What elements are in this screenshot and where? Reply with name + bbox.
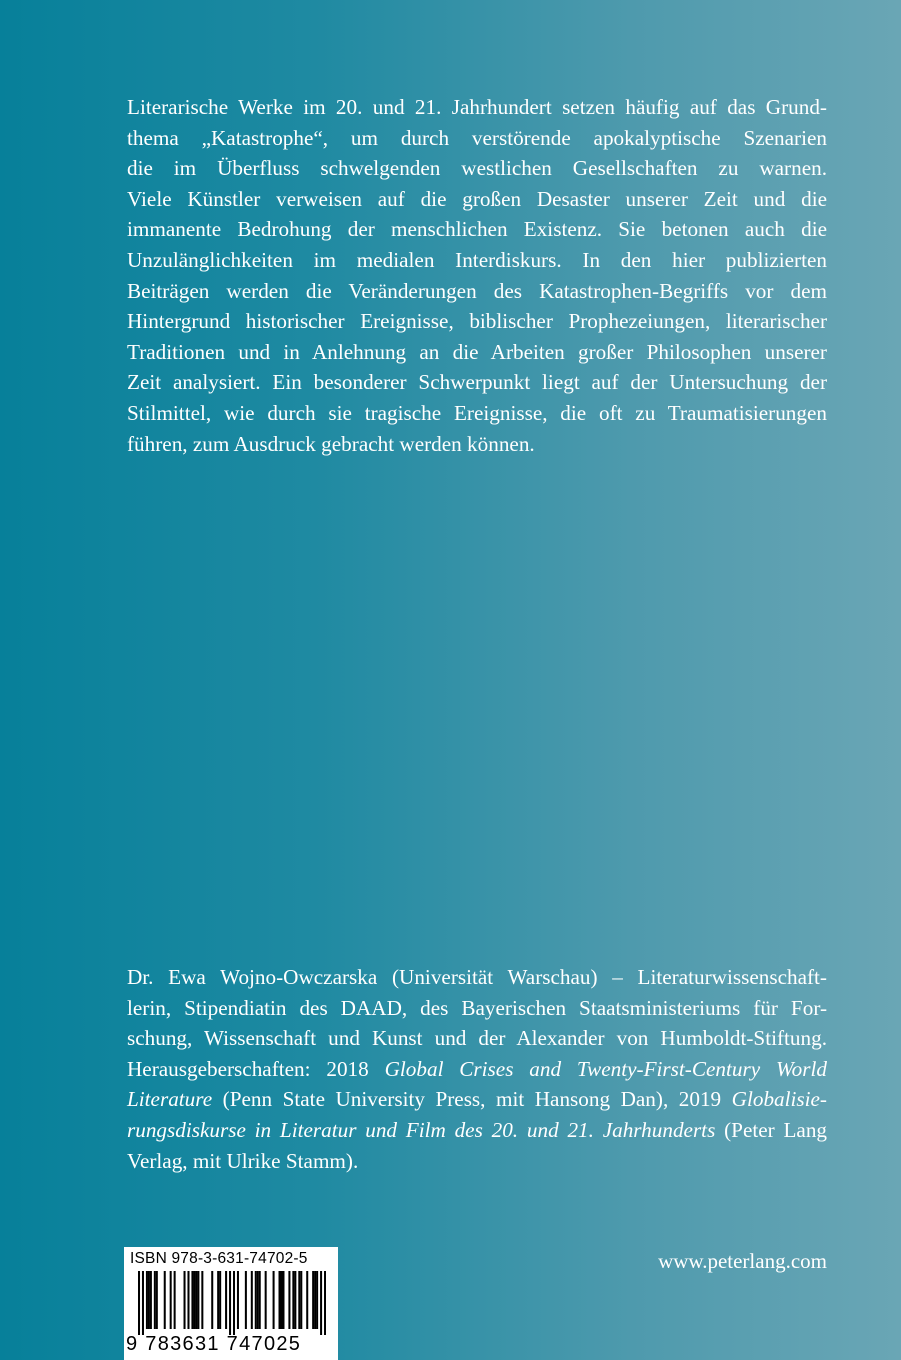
barcode-bar xyxy=(251,1271,253,1329)
barcode-bar xyxy=(280,1271,282,1329)
barcode-bar xyxy=(279,1271,281,1329)
barcode-bar xyxy=(184,1271,186,1329)
barcode-bar xyxy=(201,1271,203,1329)
barcode-bar xyxy=(282,1271,284,1329)
barcode-bar xyxy=(187,1271,189,1329)
barcode-bar xyxy=(146,1271,148,1329)
barcode-bar xyxy=(195,1271,197,1329)
blurb-line: führen, zum Ausdruck gebracht werden können. xyxy=(127,431,535,456)
bio-book-title: rungsdiskurse in Literatur und Film des 20. und 21. Jahrhunderts xyxy=(127,1117,716,1142)
blurb-line: thema „Katastrophe“, um durch verstörende apokalyptische Szenarien xyxy=(127,125,827,150)
blurb-text xyxy=(127,92,827,459)
barcode-bar xyxy=(193,1271,195,1329)
barcode-bar xyxy=(225,1271,227,1329)
barcode-bar xyxy=(255,1271,257,1329)
blurb-line: Traditionen und in Anlehnung an die Arbeiten großer Philosophen unserer xyxy=(127,339,827,364)
bio-line xyxy=(127,1115,827,1146)
barcode-bar xyxy=(229,1271,231,1335)
barcode-bar xyxy=(320,1271,322,1335)
barcode-bar xyxy=(294,1271,296,1329)
bio-book-title: Global Crises and Twenty-First-Century World xyxy=(384,1056,827,1081)
blurb-line: Hintergrund historischer Ereignisse, biblischer Prophezeiungen, literarischer xyxy=(127,309,827,334)
barcode-bars xyxy=(138,1271,326,1335)
barcode-bar xyxy=(314,1271,316,1329)
barcode-bar xyxy=(170,1271,172,1329)
blurb-line: Zeit analysiert. Ein besonderer Schwerpunkt liegt auf der Untersuchung der xyxy=(127,370,827,395)
bio-text: Herausgeberschaften: 2018 xyxy=(127,1056,385,1081)
barcode-bar xyxy=(273,1271,275,1329)
barcode-digits: 9 783631 747025 xyxy=(126,1333,302,1355)
barcode-bar xyxy=(316,1271,318,1329)
barcode-bar xyxy=(150,1271,152,1329)
blurb-line: Literarische Werke im 20. und 21. Jahrhundert setzen häufig auf das Grund- xyxy=(127,95,827,119)
barcode-bar xyxy=(237,1271,239,1329)
blurb-line: Unzulänglichkeiten im medialen Interdiskurs. In den hier publizierten xyxy=(127,247,827,272)
barcode-bar xyxy=(191,1271,193,1329)
barcode-bar xyxy=(324,1271,326,1335)
barcode-bar xyxy=(142,1271,144,1335)
bio-book-title: Literature xyxy=(127,1087,213,1112)
blurb-line: Viele Künstler verweisen auf die großen Desaster unserer Zeit und die xyxy=(127,186,827,211)
barcode-bar xyxy=(154,1271,156,1329)
blurb-line: Beiträgen werden die Veränderungen des Katastrophen-Begriffs vor dem xyxy=(127,278,827,303)
bio-line: Dr. Ewa Wojno-Owczarska (Universität Warschau) – Literaturwissenschaft- xyxy=(127,965,827,989)
barcode-bar xyxy=(211,1271,213,1329)
isbn-label: ISBN 978-3-631-74702-5 xyxy=(130,1250,308,1267)
barcode-bar xyxy=(292,1271,294,1329)
barcode-bar xyxy=(217,1271,219,1329)
barcode-bar xyxy=(197,1271,199,1329)
bio-text: (Peter Lang xyxy=(715,1117,828,1142)
barcode-bar xyxy=(257,1271,259,1329)
barcode-bar xyxy=(306,1271,308,1329)
bio-line xyxy=(127,1054,827,1085)
barcode-bar xyxy=(233,1271,235,1335)
barcode-bar xyxy=(219,1271,221,1329)
publisher-website[interactable]: www.peterlang.com xyxy=(658,1249,827,1273)
barcode-bar xyxy=(265,1271,267,1329)
barcode-bar xyxy=(148,1271,150,1329)
barcode-bar xyxy=(288,1271,290,1329)
blurb-line: immanente Bedrohung der menschlichen Existenz. Sie betonen auch die xyxy=(127,217,827,242)
blurb-line: Stilmittel, wie durch sie tragische Ereignisse, die oft zu Traumatisierungen xyxy=(127,400,827,425)
barcode-bar xyxy=(300,1271,302,1329)
bio-line: lerin, Stipendiatin des DAAD, des Bayerischen Staatsministeriums für For- xyxy=(127,995,827,1020)
barcode-bar xyxy=(164,1271,166,1329)
bio-line xyxy=(127,1084,827,1115)
blurb-line: die im Überfluss schwelgenden westlichen Gesellschaften zu warnen. xyxy=(127,156,827,181)
author-bio xyxy=(127,962,827,1176)
bio-line: Verlag, mit Ulrike Stamm). xyxy=(127,1148,359,1173)
isbn-barcode xyxy=(124,1247,338,1360)
barcode-bar xyxy=(259,1271,261,1329)
bio-line: schung, Wissenschaft und Kunst und der Alexander von Humboldt-Stiftung. xyxy=(127,1026,827,1051)
bio-book-title: Globalisie- xyxy=(731,1087,827,1112)
barcode-bar xyxy=(298,1271,300,1329)
bio-text: (Penn State University Press, mit Hansong Dan), 2019 xyxy=(212,1087,732,1112)
barcode-bar xyxy=(138,1271,140,1335)
barcode-bar xyxy=(245,1271,247,1329)
barcode-bar xyxy=(312,1271,314,1329)
barcode-bar xyxy=(174,1271,176,1329)
barcode-bar xyxy=(156,1271,158,1329)
